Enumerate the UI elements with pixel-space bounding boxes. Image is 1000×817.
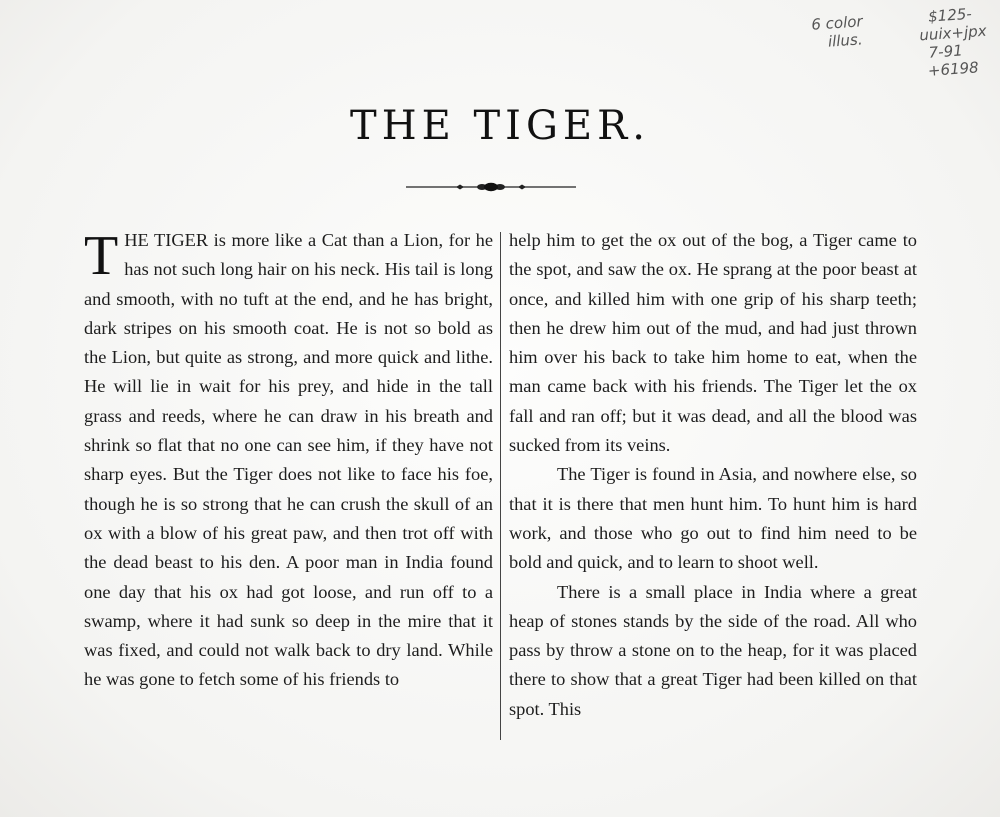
- paragraph-1-continued: help him to get the ox out of the bog, a Tiger came to the spot, and saw the ox. He sprang at the poor beast at once, and killed him with one grip of his sharp teeth; then he drew him out of the mud, and had just thrown him over his back to take him home to eat, when the man came back with his friends. The Tiger let the ox fall and ran off; but it was dead, and all the blood was sucked from its veins.: [509, 230, 917, 456]
- column-divider: [500, 232, 501, 740]
- pencil-note-right-line-2: uuix+jpx: [918, 21, 988, 45]
- pencil-note-left: [811, 12, 865, 51]
- pencil-note-right: [918, 4, 990, 81]
- pencil-note-right-line-3: 7-91: [928, 41, 964, 62]
- pencil-note-left-line-1: 6 color: [810, 12, 864, 34]
- pencil-note-left-line-2: illus.: [827, 30, 864, 51]
- paragraph-2: The Tiger is found in Asia, and nowhere else, so that it is there that men hunt him. To hunt him is hard work, and those who go out to find him need to be bold and quick, and to learn to shoot well.: [509, 464, 917, 573]
- page-title: THE TIGER.: [350, 103, 650, 149]
- title-ornament-icon: [406, 180, 576, 194]
- pencil-note-right-line-1: $125-: [927, 4, 973, 26]
- paragraph-1: [84, 226, 493, 695]
- paragraph-3: There is a small place in India where a great heap of stones stands by the side of the road. All who pass by throw a stone on to the heap, for it was placed there to show that a great Tiger had been killed on that spot. This: [509, 581, 917, 719]
- right-column: [509, 226, 917, 724]
- left-column: [84, 226, 493, 695]
- pencil-note-right-line-4: +6198: [927, 58, 980, 80]
- paragraph-1-text: HE TIGER is more like a Cat than a Lion, for he has not such long hair on his neck. His tail is long and smooth, with no tuft at the end, and he has bright, dark stripes on his smooth coat. He is not so bold as the Lion, but quite as strong, and more quick and lithe. He will lie in wait for his prey, and hide in the tall grass and reeds, where he can draw in his breath and shrink so flat that no one can see him, if they have not sharp eyes. But the Tiger does not like to face his foe, though he is so strong that he can crush the skull of an ox with a blow of his great paw, and then trot off with the dead beast to his den. A poor man in India found one day that his ox had got loose, and run off to a swamp, where it had sunk so deep in the mire that it was fixed, and could not walk back to dry land. While he was gone to fetch some of his friends to: [84, 230, 493, 690]
- drop-cap: T: [84, 225, 119, 287]
